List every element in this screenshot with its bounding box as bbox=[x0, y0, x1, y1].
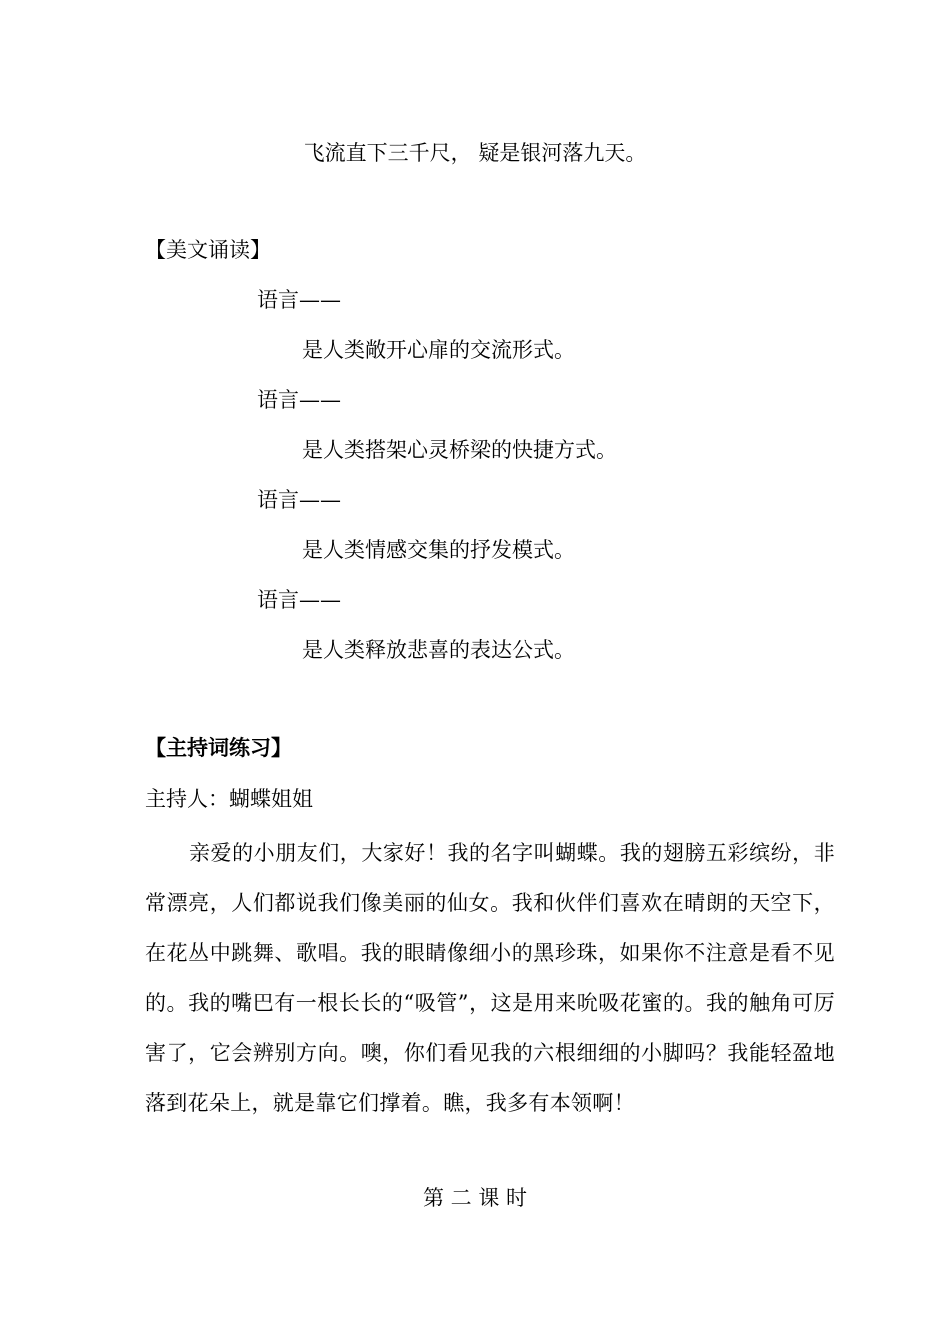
host-name-line: 主持人：蝴蝶姐姐 bbox=[145, 787, 313, 811]
reading-line-5: 语言—— bbox=[257, 488, 341, 512]
reading-heading: 【美文诵读】 bbox=[145, 238, 271, 262]
host-paragraph: 亲爱的小朋友们，大家好！我的名字叫蝴蝶。我的翅膀五彩缤纷，非常漂亮，人们都说我们像美丽的仙女。我和伙伴们喜欢在晴朗的天空下，在花丛中跳舞、歌唱。我的眼睛像细小的黑珍珠，如果你不注意是看不见的。我的嘴巴有一根长长的“吸管”，这是用来吮吸花蜜的。我的触角可厉害了，它会辨别方向。噢，你们看见我的六根细细的小脚吗？我能轻盈地落到花朵上，就是靠它们撑着。瞧，我多有本领啊！ bbox=[145, 841, 835, 1115]
reading-line-7: 语言—— bbox=[257, 588, 341, 612]
reading-line-6: 是人类情感交集的抒发模式。 bbox=[302, 538, 575, 562]
reading-line-2: 是人类敞开心扉的交流形式。 bbox=[302, 338, 575, 362]
poem-couplet: 飞流直下三千尺， 疑是银河落九天。 bbox=[303, 141, 647, 165]
reading-line-1: 语言—— bbox=[257, 288, 341, 312]
reading-line-3: 语言—— bbox=[257, 388, 341, 412]
host-heading: 【主持词练习】 bbox=[145, 735, 292, 760]
reading-line-4: 是人类搭架心灵桥梁的快捷方式。 bbox=[302, 438, 617, 462]
reading-line-8: 是人类释放悲喜的表达公式。 bbox=[302, 638, 575, 662]
lesson-title: 第 二 课 时 bbox=[422, 1186, 528, 1210]
